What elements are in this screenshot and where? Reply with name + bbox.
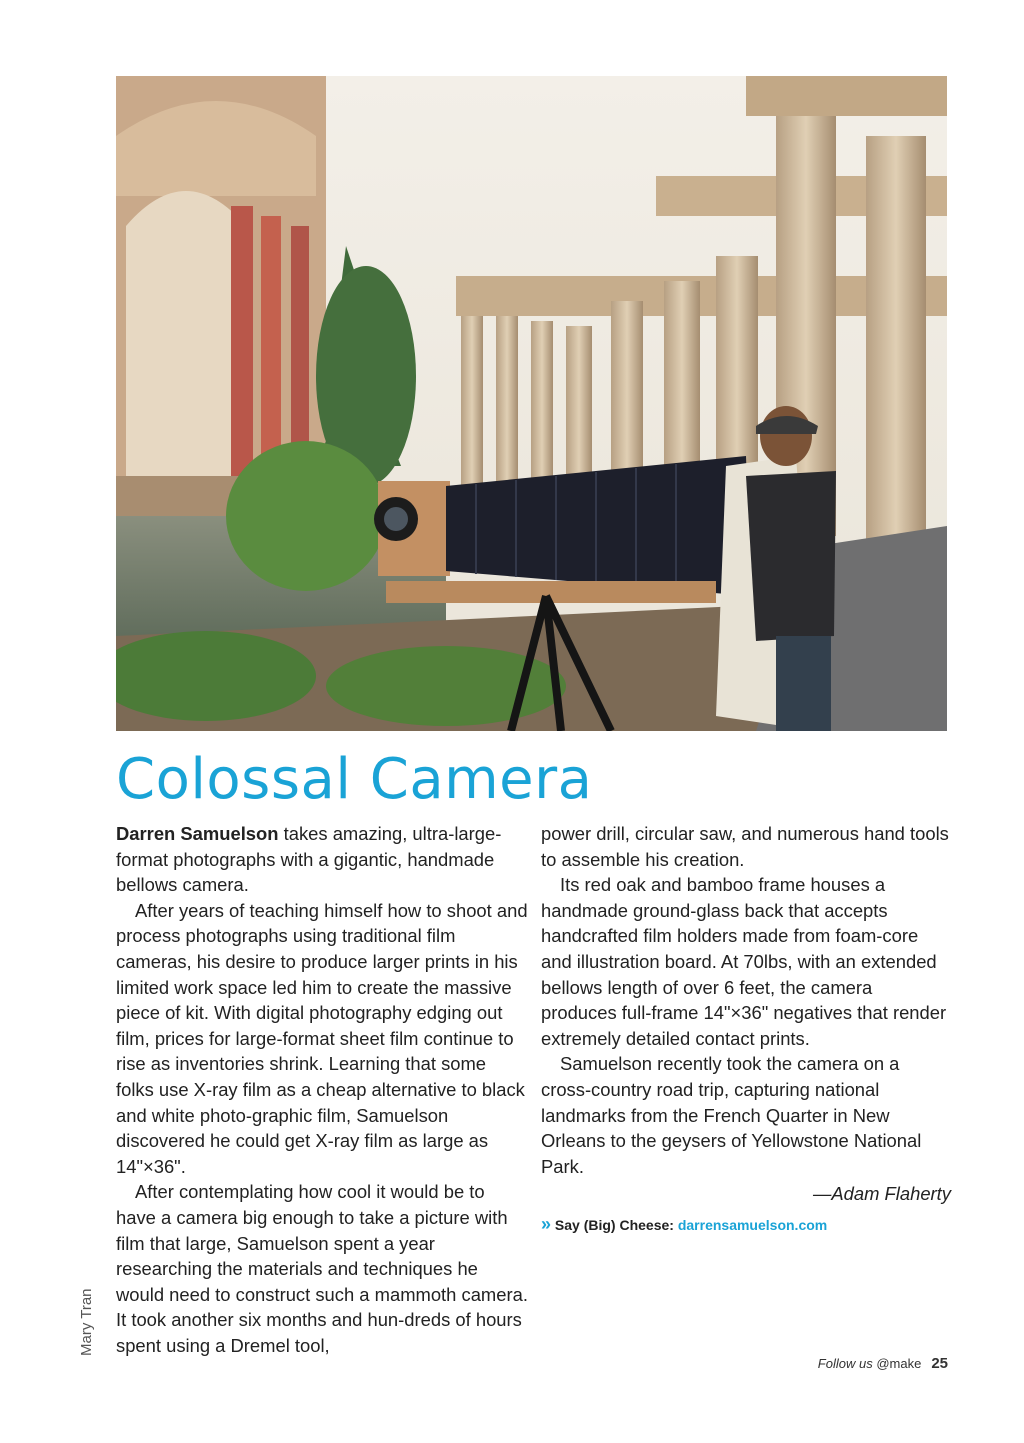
footer-handle: @make <box>872 1356 922 1371</box>
link-url[interactable]: darrensamuelson.com <box>677 1216 828 1233</box>
link-label: Say (Big) Cheese: <box>554 1216 678 1233</box>
body-paragraph: After contemplating how cool it would be to have a camera big enough to take a picture with film that large, Samuelson spent a year researching the materials and techniques he would need to construct such a mammoth camera. It took another six months and hun-dreds of hours spent using a Dremel tool, <box>116 1181 528 1356</box>
body-paragraph: power drill, circular saw, and numerous hand tools to assemble his creation. <box>541 823 949 870</box>
lead-paragraph <box>116 821 528 898</box>
page-number: 25 <box>931 1355 948 1372</box>
camera-photo-illustration <box>116 76 947 731</box>
page-footer <box>818 1355 948 1372</box>
photo-credit: Mary Tran <box>78 1288 95 1356</box>
related-link[interactable] <box>541 1213 951 1236</box>
page-title: Colossal Camera <box>116 747 593 812</box>
lead-text: takes amazing, ultra-large-format photographs with a gigantic, handmade bellows camera. <box>116 823 502 896</box>
body-paragraph: Its red oak and bamboo frame houses a handmade ground-glass back that accepts handcrafted film holders made from foam-core and illustration board. At 70lbs, with an extended bellows length of over 6 feet, the camera produces full-frame 14"×36" negatives that render extremely detailed contact prints. <box>541 874 947 1049</box>
body-paragraph: Samuelson recently took the camera on a cross-country road trip, capturing national landmarks from the French Quarter in New Orleans to the geysers of Yellowstone National Park. <box>541 1053 922 1177</box>
article-column-right <box>541 821 951 1236</box>
body-paragraph: After years of teaching himself how to shoot and process photographs using traditional film cameras, his desire to produce larger prints in his limited work space led him to create the massive piece of kit. With digital photography edging out film, prices for large-format sheet film continue to rise as inventories shrink. Learning that some folks use X-ray film as a cheap alternative to black and white photo-graphic film, Samuelson discovered he could get X-ray film as large as 14"×36". <box>116 899 528 1177</box>
hero-photo <box>116 76 947 731</box>
chevron-right-icon: » <box>541 1213 552 1234</box>
article-column-left <box>116 821 528 1358</box>
author-signature: —Adam Flaherty <box>813 1183 951 1205</box>
footer-follow: Follow us <box>817 1356 873 1371</box>
lead-name: Darren Samuelson <box>116 823 279 844</box>
